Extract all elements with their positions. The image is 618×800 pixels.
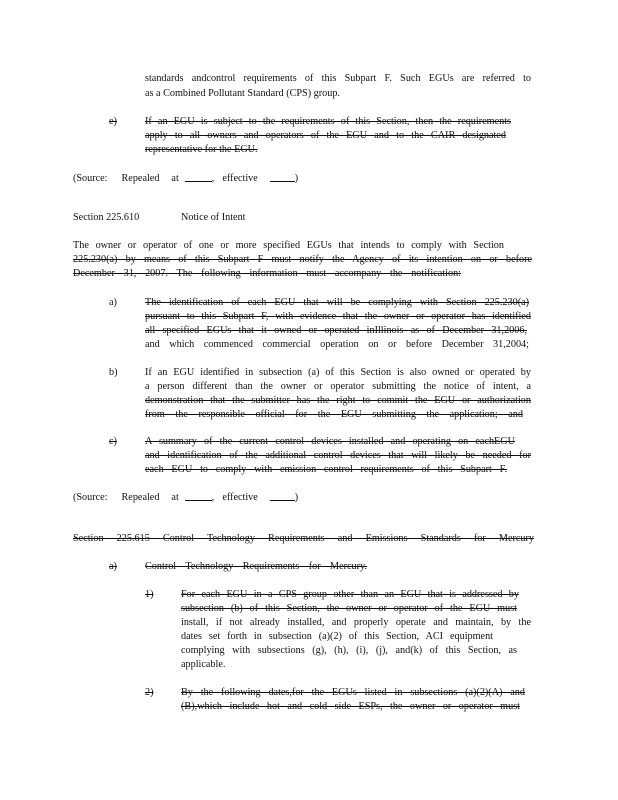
section-610-intro-line-2: 225.230(a) by means of this Subpart F must notify the Agency of its intention on or before [73, 254, 532, 265]
source-at: at [171, 492, 179, 503]
section-615-item-2-label: 2) [145, 687, 154, 698]
section-615-item-a-label: a) [109, 561, 117, 572]
source-effective: effective [222, 492, 258, 503]
section-615-item-2-line-2: (B),which include hot and cold side ESPs, the owner or operator must [181, 701, 520, 712]
section-615-item-1-label: 1) [145, 589, 154, 600]
section-610-title: Notice of Intent [181, 212, 246, 223]
section-610-item-b-label: b) [109, 367, 118, 378]
item-e-line-2: apply to all owners and operators of the EGU and to the CAIR designated [145, 130, 506, 141]
section-610-item-a-line-1: The identification of each EGU that will be complying with Section 225.230(a) [145, 297, 529, 308]
source-comma: , [211, 173, 215, 184]
source-prefix: (Source: [73, 492, 108, 503]
section-615-item-1-line-5: complying with subsections (g), (h), (i), (j), and(k) of this Section, as [181, 645, 517, 656]
source-repealed: Repealed [121, 173, 160, 184]
section-615-item-2-line-1: By the following dates,for the EGUs listed in subsections (a)(2)(A) and [181, 687, 525, 698]
section-610-item-b-line-1: If an EGU identified in subsection (a) of this Section is also owned or operated by [145, 367, 531, 378]
section-615-item-1-line-4: dates set forth in subsection (a)(2) of this Section, ACI equipment [181, 631, 493, 642]
section-610-item-a-line-2: pursuant to this Subpart F, with evidence that the owner or operator has identified [145, 311, 531, 322]
section-615-item-1-line-2: subsection (b) of this Section, the owner or operator of the EGU must [181, 603, 517, 614]
section-610-item-b-line-4: from the responsible official for the EGU submitting the application; and [145, 409, 523, 420]
source-at: at [171, 173, 179, 184]
section-610-intro-line-3: December 31, 2007. The following information must accompany the notification: [73, 268, 461, 279]
item-e-line-1: If an EGU is subject to the requirements of this Section, then the requirements [145, 116, 511, 127]
section-615-heading: Section 225.615 Control Technology Requirements and Emissions Standards for Mercury [73, 533, 534, 544]
source-effective: effective [222, 173, 258, 184]
source-close: ) [294, 492, 299, 503]
source-repealed: Repealed [121, 492, 160, 503]
top-para-line-2: as a Combined Pollutant Standard (CPS) group. [145, 88, 340, 99]
section-610-item-b-line-3: demonstration that the submitter has the right to commit the EGU or authorization [145, 395, 531, 406]
top-para-line-1: standards andcontrol requirements of this Subpart F. Such EGUs are referred to [145, 73, 531, 84]
section-610-item-c-label: c) [109, 436, 117, 447]
item-e-line-3: representative for the EGU. [145, 144, 258, 155]
source-effective-blank [270, 490, 295, 501]
source-note-1 [73, 171, 298, 187]
section-615-item-1-line-6: applicable. [181, 659, 226, 670]
source-at-blank [185, 171, 212, 182]
section-610-item-b-line-2: a person different than the owner or operator submitting the notice of intent, a [145, 381, 531, 392]
source-effective-blank [270, 171, 295, 182]
section-610-item-c-line-1: A summary of the current control devices installed and operating on eachEGU [145, 436, 515, 447]
section-615-item-a-text: Control Technology Requirements for Mercury. [145, 561, 367, 572]
section-610-item-c-line-2: and identification of the additional control devices that will likely be needed for [145, 450, 531, 461]
source-comma: , [211, 492, 215, 503]
source-at-blank [185, 490, 212, 501]
source-note-2 [73, 490, 298, 506]
source-close: ) [294, 173, 299, 184]
section-610-item-a-line-3: all specified EGUs that it owned or operated inIllinois as of December 31,2006, [145, 325, 527, 336]
section-610-intro-line-1: The owner or operator of one or more specified EGUs that intends to comply with Section [73, 240, 504, 251]
section-610-number: Section 225.610 [73, 212, 140, 223]
section-615-item-1-line-3: install, if not already installed, and properly operate and maintain, by the [181, 617, 531, 628]
section-615-item-1-line-1: For each EGU in a CPS group other than an EGU that is addressed by [181, 589, 519, 600]
section-610-item-a-label: a) [109, 297, 117, 308]
source-prefix: (Source: [73, 173, 108, 184]
item-e-label: e) [109, 116, 117, 127]
section-610-item-c-line-3: each EGU to comply with emission control requirements of this Subpart F. [145, 464, 507, 475]
section-610-item-a-line-4: and which commenced commercial operation on or before December 31,2004; [145, 339, 529, 350]
